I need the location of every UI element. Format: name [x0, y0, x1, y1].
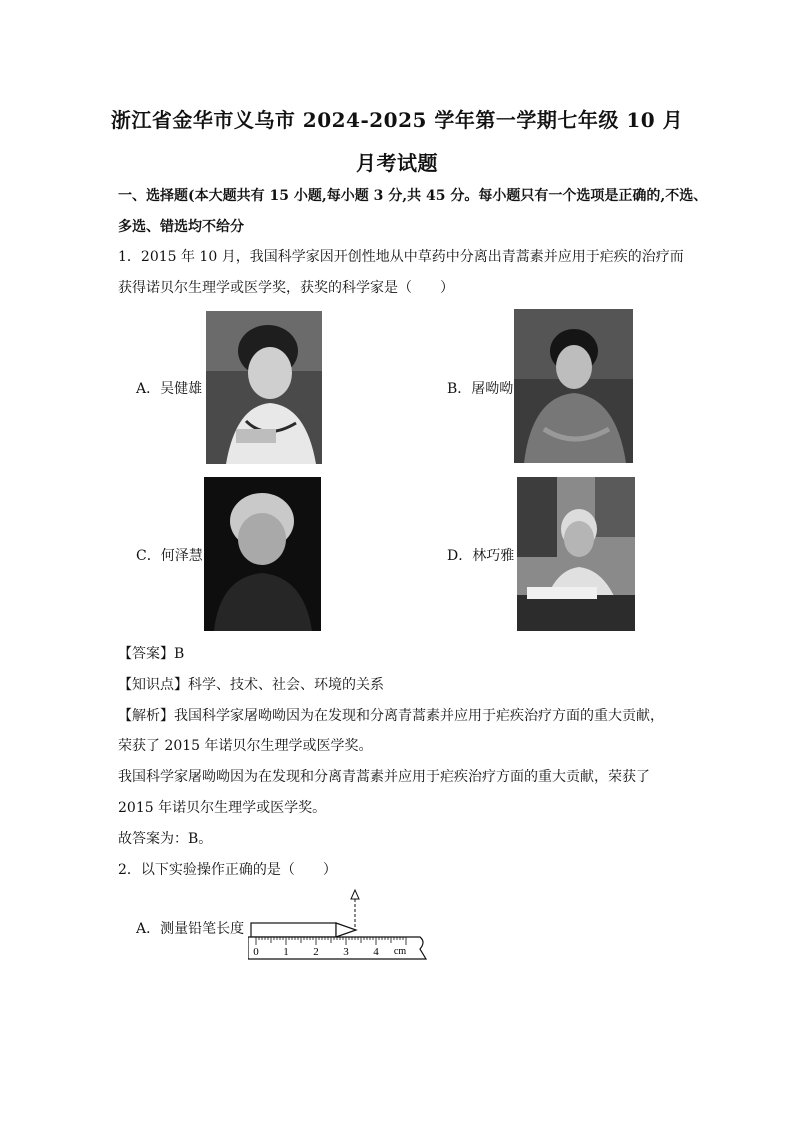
ruler-tick-label-1: 1 [283, 946, 289, 958]
question-1-option-c-label: C．何泽慧 [136, 548, 203, 564]
question-1-analysis-line4: 2015 年诺贝尔生理学或医学奖。 [118, 800, 327, 816]
scientist-photo-c [204, 477, 321, 631]
question-1-option-b-label: B．屠呦呦 [447, 381, 514, 397]
question-1-option-a-label: A．吴健雄 [136, 381, 203, 397]
scientist-photo-a [206, 311, 322, 464]
question-2-stem: 2．以下实验操作正确的是（ ） [118, 862, 337, 878]
ruler-tick-label-3: 3 [343, 946, 349, 958]
pencil-tip-icon [336, 923, 356, 937]
page-title-line2: 月考试题 [356, 151, 438, 175]
ruler-unit-label: cm [393, 946, 407, 957]
section-heading-line1: 一、选择题(本大题共有 15 小题,每小题 3 分,共 45 分。每小题只有一个选项是正确的,不选、 [118, 188, 708, 204]
question-1-answer: 【答案】B [118, 646, 185, 662]
pencil-ruler-diagram [248, 887, 428, 967]
ruler-tick-label-0: 0 [253, 946, 259, 958]
scientist-photo-d [517, 477, 635, 631]
section-heading-line2: 多选、错选均不给分 [118, 219, 244, 235]
question-1-option-d-label: D．林巧雅 [447, 548, 515, 564]
question-1-analysis-line2: 荣获了 2015 年诺贝尔生理学或医学奖。 [118, 738, 373, 754]
ruler-tick-label-2: 2 [313, 946, 319, 958]
scientist-photo-b [514, 309, 633, 463]
eye-marker-icon [351, 890, 359, 899]
question-1-analysis-line1: 【解析】我国科学家屠呦呦因为在发现和分离青蒿素并应用于疟疾治疗方面的重大贡献， [118, 708, 664, 724]
question-1-knowledge-point: 【知识点】科学、技术、社会、环境的关系 [118, 677, 384, 693]
question-1-stem-line1: 1．2015 年 10 月，我国科学家因开创性地从中草药中分离出青蒿素并应用于疟疾的治疗而 [118, 249, 684, 265]
question-1-conclusion: 故答案为：B。 [118, 831, 213, 847]
question-1-stem-line2: 获得诺贝尔生理学或医学奖，获奖的科学家是（ ） [118, 280, 454, 296]
page-title-line1: 浙江省金华市义乌市 2024-2025 学年第一学期七年级 10 月 [110, 108, 684, 132]
question-1-analysis-line3: 我国科学家屠呦呦因为在发现和分离青蒿素并应用于疟疾治疗方面的重大贡献，荣获了 [118, 769, 650, 785]
ruler-tick-label-4: 4 [373, 946, 379, 958]
pencil-body-icon [251, 923, 336, 937]
question-2-option-a-label: A．测量铅笔长度 [136, 921, 245, 937]
